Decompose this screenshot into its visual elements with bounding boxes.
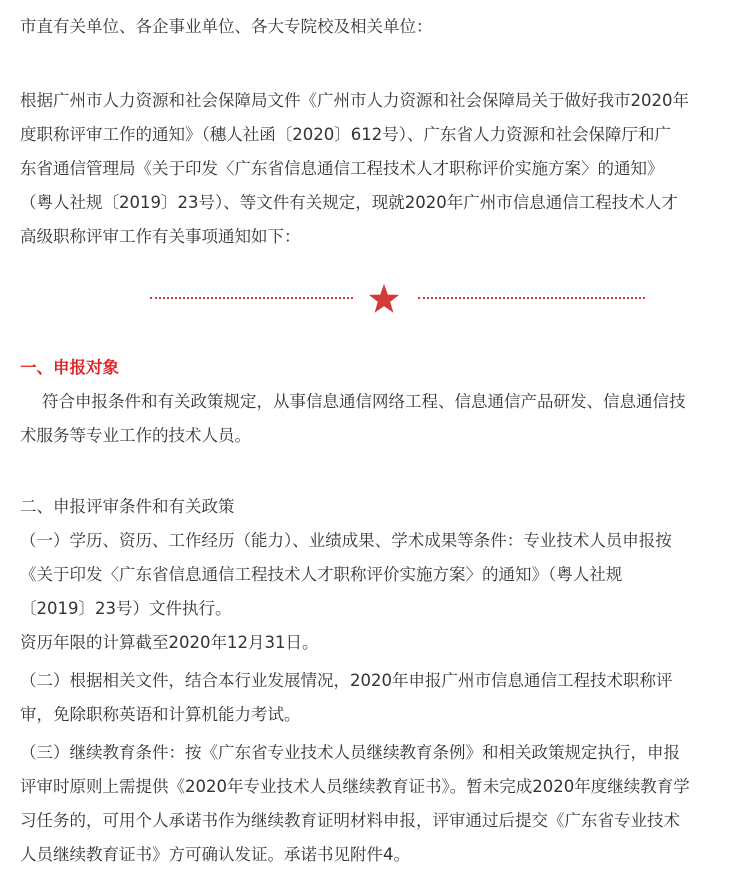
section2-line: 评审时原则上需提供《2020年专业技术人员继续教育证书》。暂未完成2020年度继续教育学: [20, 777, 690, 796]
section2-line: （一）学历、资历、工作经历（能力）、业绩成果、学术成果等条件：专业技术人员申报按: [20, 531, 672, 550]
section2-line: 《关于印发〈广东省信息通信工程技术人才职称评价实施方案〉的通知》（粤人社规: [20, 565, 623, 584]
section-divider: [150, 284, 645, 314]
section1-line: 术服务等专业工作的技术人员。: [20, 426, 251, 445]
intro-line: 度职称评审工作的通知》（穗人社函〔2020〕612号）、广东省人力资源和社会保障厅和广: [20, 125, 671, 144]
section2-line: （二）根据相关文件，结合本行业发展情况，2020年申报广州市信息通信工程技术职称评: [20, 671, 673, 690]
section2-line: （三）继续教育条件：按《广东省专业技术人员继续教育条例》和相关政策规定执行，申报: [20, 743, 680, 762]
salutation: 市直有关单位、各企事业单位、各大专院校及相关单位：: [20, 17, 433, 36]
section2-line: 审，免除职称英语和计算机能力考试。: [20, 705, 301, 724]
intro-line: 高级职称评审工作有关事项通知如下：: [20, 227, 301, 246]
intro-line: 根据广州市人力资源和社会保障局文件《广州市人力资源和社会保障局关于做好我市2020年: [20, 91, 689, 110]
dotted-line-left: [150, 297, 353, 299]
intro-line: （粤人社规〔2019〕23号）、等文件有关规定，现就2020年广州市信息通信工程技术人才: [20, 193, 678, 212]
dotted-line-right: [418, 297, 645, 299]
section2-line: 习任务的，可用个人承诺书作为继续教育证明材料申报，评审通过后提交《广东省专业技术: [20, 811, 680, 830]
star-icon: [368, 284, 400, 314]
section1-line: 符合申报条件和有关政策规定，从事信息通信网络工程、信息通信产品研发、信息通信技: [42, 392, 686, 411]
intro-line: 东省通信管理局《关于印发〈广东省信息通信工程技术人才职称评价实施方案〉的通知》: [20, 159, 664, 178]
section2-line: 人员继续教育证书》方可确认发证。承诺书见附件4。: [20, 845, 410, 864]
section-heading-applicants: 一、申报对象: [20, 358, 119, 377]
section2-line: 资历年限的计算截至2020年12月31日。: [20, 633, 319, 652]
section-heading-conditions: 二、申报评审条件和有关政策: [20, 497, 235, 516]
section2-line: 〔2019〕23号）文件执行。: [20, 599, 232, 618]
